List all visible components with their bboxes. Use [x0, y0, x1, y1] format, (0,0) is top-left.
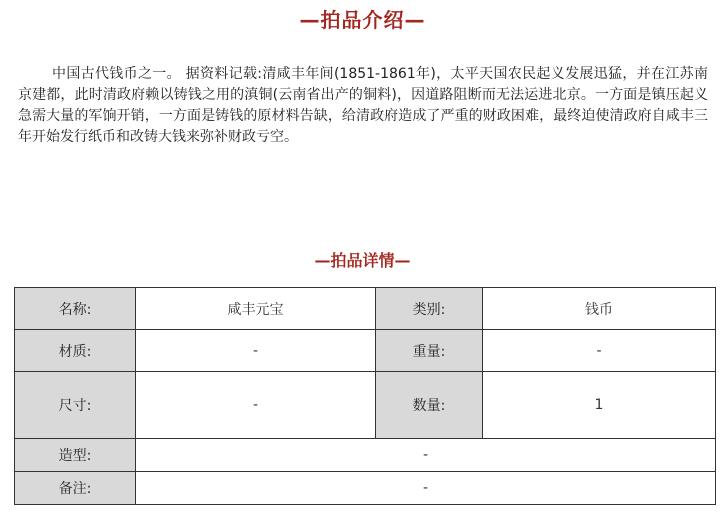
intro-paragraph: 中国古代钱币之一。 据资料记载:清咸丰年间(1851-1861年)，太平天国农民起义发展迅猛，并在江苏南京建都，此时清政府赖以铸钱之用的滇铜(云南省出产的铜料)，因道路阻断而无法运进北京。一方面是镇压起义急需大量的军饷开销，一方面是铸钱的原材料告缺，给清政府造成了严重的财政困难，最终迫使清政府自咸丰三年开始发行纸币和改铸大钱来弥补财政亏空。: [18, 66, 708, 145]
table-row: [15, 472, 716, 505]
material-value: -: [136, 330, 376, 372]
quantity-label: 数量:: [376, 372, 483, 439]
quantity-value: 1: [483, 372, 716, 439]
size-value: -: [136, 372, 376, 439]
shape-value: -: [136, 439, 716, 472]
name-value: 咸丰元宝: [136, 288, 376, 330]
weight-label: 重量:: [376, 330, 483, 372]
remarks-label: 备注:: [15, 472, 136, 505]
table-row: [15, 330, 716, 372]
size-label: 尺寸:: [15, 372, 136, 439]
weight-value: -: [483, 330, 716, 372]
details-table: [14, 287, 716, 505]
name-label: 名称:: [15, 288, 136, 330]
shape-label: 造型:: [15, 439, 136, 472]
details-section-title: —拍品详情—: [314, 251, 411, 270]
material-label: 材质:: [15, 330, 136, 372]
category-label: 类别:: [376, 288, 483, 330]
remarks-value: -: [136, 472, 716, 505]
table-row: [15, 372, 716, 439]
category-value: 钱币: [483, 288, 716, 330]
table-row: [15, 288, 716, 330]
table-row: [15, 439, 716, 472]
intro-section-title: —拍品介绍—: [299, 8, 426, 32]
